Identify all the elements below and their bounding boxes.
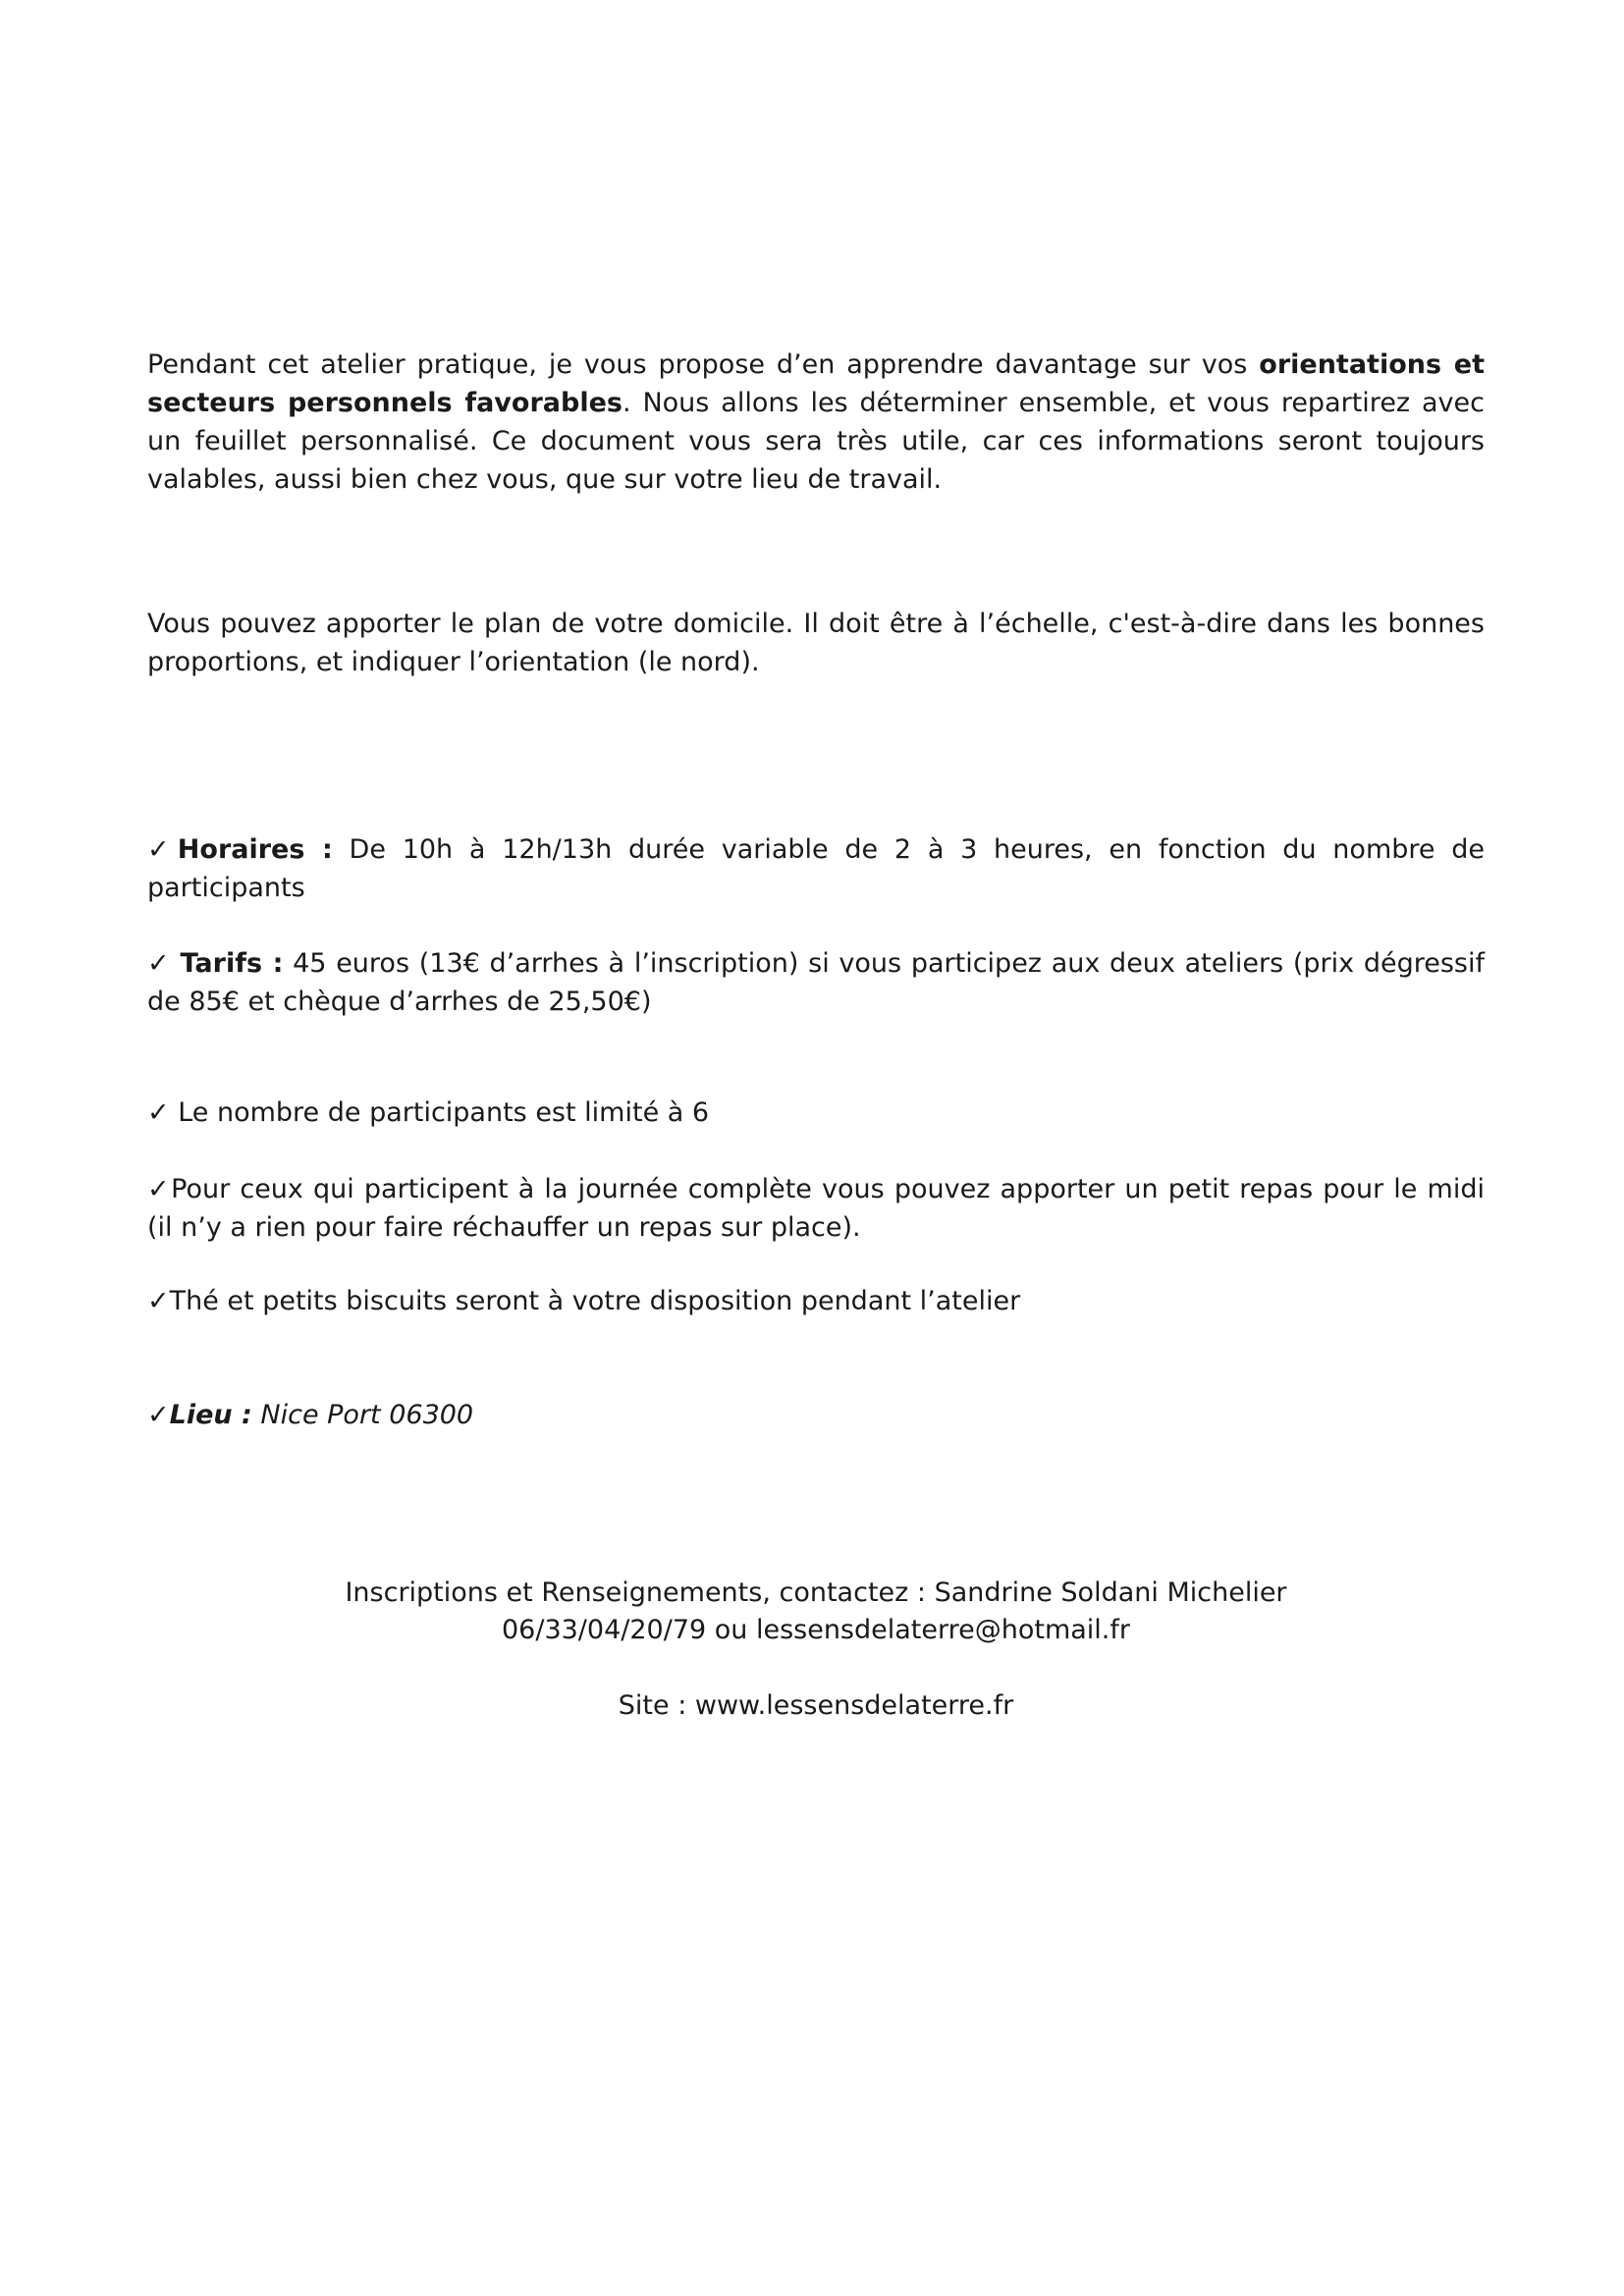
checkmark-icon: ✓ bbox=[147, 1286, 170, 1316]
participants-text: Le nombre de participants est limité à 6 bbox=[169, 1097, 710, 1128]
lieu-label: Lieu : bbox=[169, 1400, 252, 1430]
checkmark-icon: ✓ bbox=[147, 1174, 172, 1204]
tarifs-item bbox=[147, 944, 1485, 1021]
repas-item bbox=[147, 1170, 1485, 1247]
intro-paragraph bbox=[147, 346, 1485, 499]
intro-bold-text: orientations et secteurs personnels favorables bbox=[147, 349, 1485, 418]
contact-line-1: Inscriptions et Renseignements, contactez : Sandrine Soldani Michelier bbox=[345, 1577, 1287, 1608]
plan-paragraph bbox=[147, 605, 1485, 681]
lieu-text: Nice Port 06300 bbox=[251, 1400, 474, 1430]
checkmark-icon: ✓ bbox=[147, 948, 171, 979]
repas-text: Pour ceux qui participent à la journée complète vous pouvez apporter un petit repas pour le midi (il n’y a rien pour faire réchauffer un repas sur place). bbox=[147, 1174, 1485, 1243]
tarifs-label: Tarifs : bbox=[180, 948, 284, 979]
horaires-label: Horaires : bbox=[177, 834, 333, 865]
plan-text: Vous pouvez apporter le plan de votre domicile. Il doit être à l’échelle, c'est-à-dire dans les bonnes proportions, et indiquer l’orientation (le nord). bbox=[147, 609, 1485, 677]
the-item bbox=[147, 1282, 1485, 1320]
tarifs-text: 45 euros (13€ d’arrhes à l’inscription) si vous participez aux deux ateliers (prix dégressif de 85€ et chèque d’arrhes de 25,50€) bbox=[147, 948, 1485, 1017]
lieu-item bbox=[147, 1396, 1485, 1434]
checkmark-icon: ✓ bbox=[147, 1400, 170, 1430]
checkmark-icon: ✓ bbox=[147, 834, 178, 865]
the-text: Thé et petits biscuits seront à votre disposition pendant l’atelier bbox=[169, 1286, 1021, 1316]
horaires-text: De 10h à 12h/13h durée variable de 2 à 3 heures, en fonction du nombre de participants bbox=[147, 834, 1485, 903]
checkmark-icon: ✓ bbox=[147, 1097, 170, 1128]
horaires-item bbox=[147, 830, 1485, 907]
intro-text-after: . Nous allons les déterminer ensemble, et vous repartirez avec un feuillet personnalisé. Ce document vous sera très utile, car ces informations seront toujours valables, aussi bien chez vous, que sur votre lieu de travail. bbox=[147, 388, 1485, 495]
contact-line-2: 06/33/04/20/79 ou lessensdelaterre@hotmail.fr bbox=[502, 1615, 1130, 1645]
site-line: Site : www.lessensdelaterre.fr bbox=[618, 1690, 1014, 1721]
participants-item bbox=[147, 1094, 1485, 1132]
intro-text-before: Pendant cet atelier pratique, je vous propose d’en apprendre davantage sur vos bbox=[147, 349, 1260, 380]
